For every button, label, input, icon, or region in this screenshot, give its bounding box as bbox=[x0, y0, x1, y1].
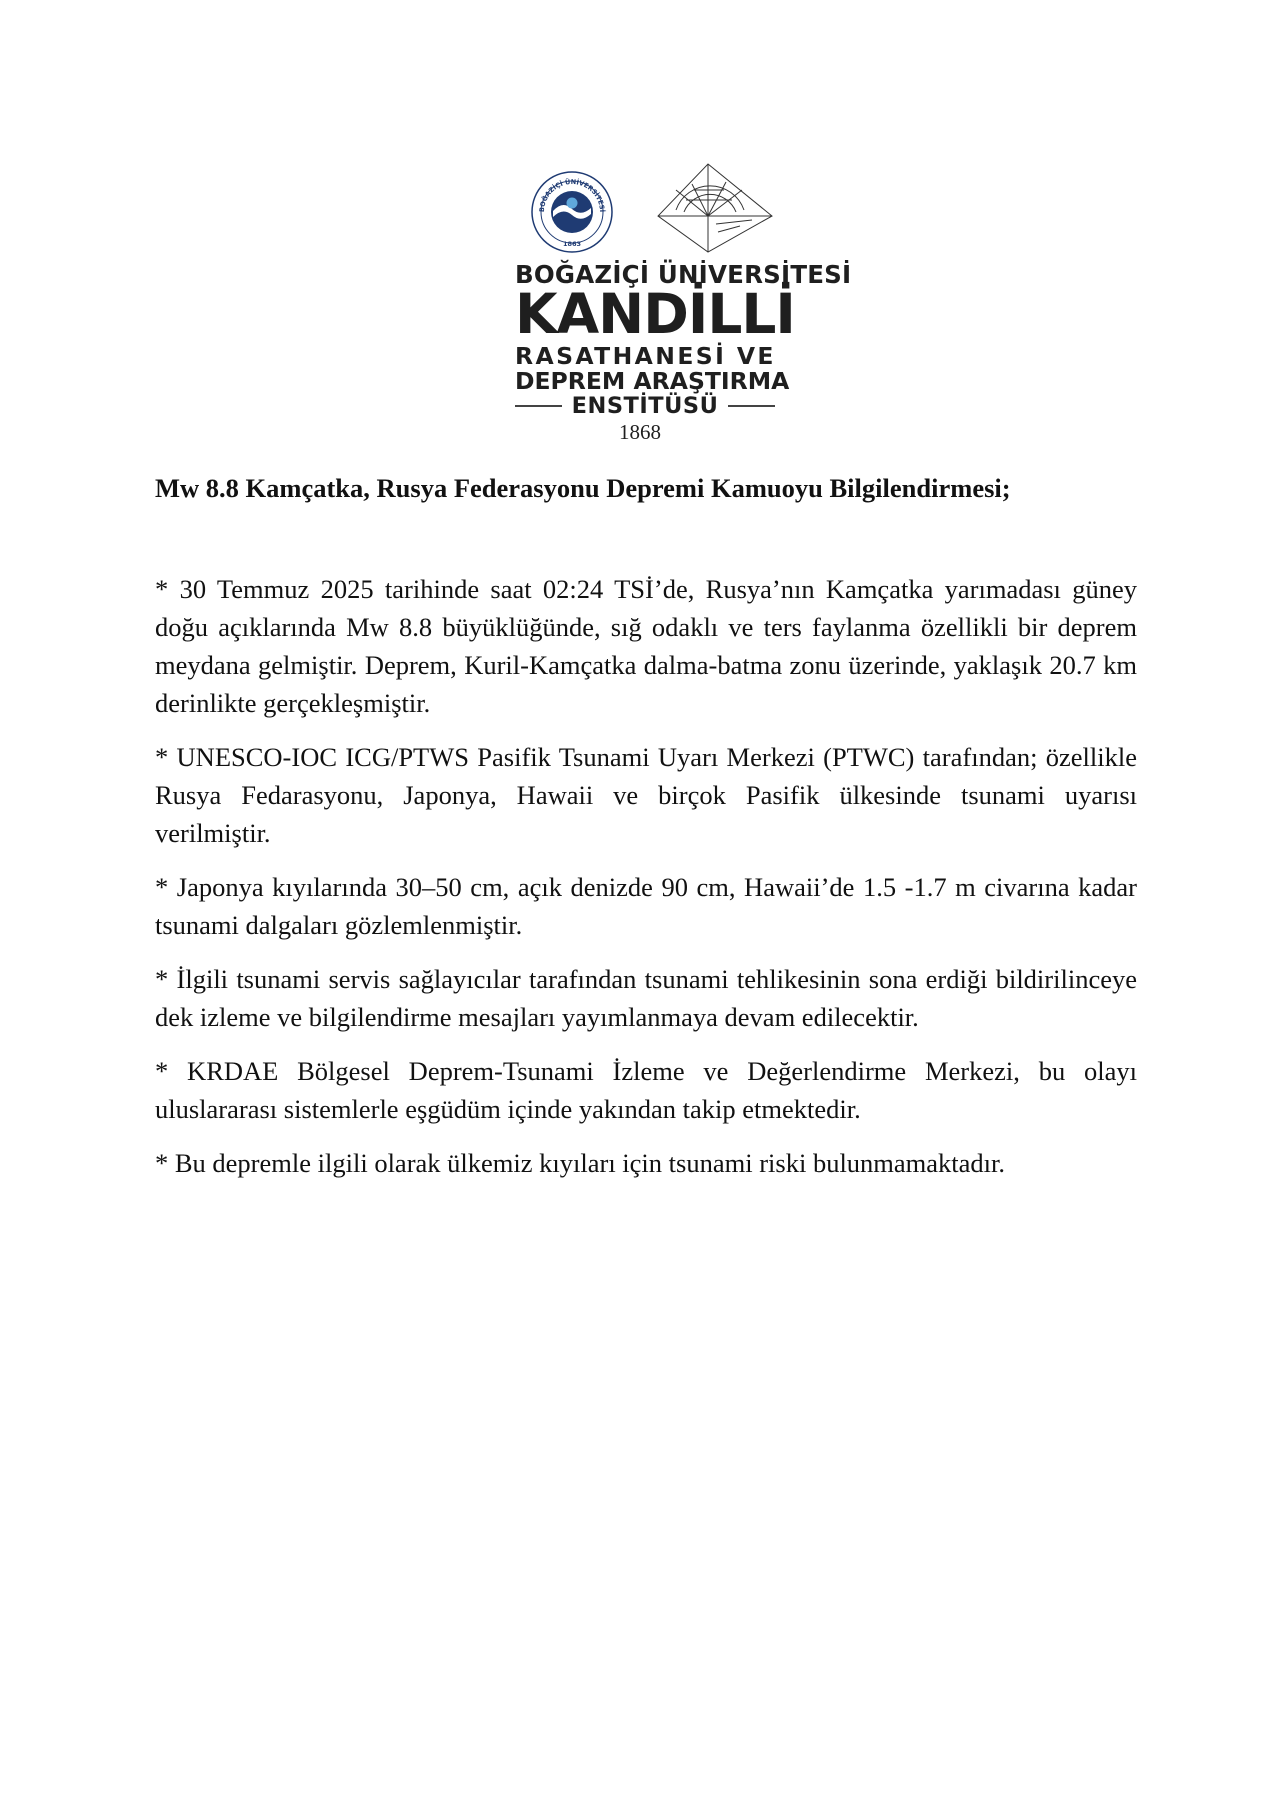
institution-name: KANDİLLİ bbox=[515, 282, 795, 346]
logo-emblems bbox=[530, 160, 780, 260]
paragraph-earthquake-details: * 30 Temmuz 2025 tarihinde saat 02:24 TSİ’de, Rusya’nın Kamçatka yarımadası güney doğu açıklarında Mw 8.8 büyüklüğünde, sığ odaklı ve ters faylanma özellikli bir deprem meydana gelmiştir. Deprem, Kuril-Kamçatka dalma-batma zonu üzerinde, yaklaşık 20.7 km derinlikte gerçekleşmiştir. bbox=[155, 574, 1137, 718]
document-title: Mw 8.8 Kamçatka, Rusya Federasyonu Depremi Kamuoyu Bilgilendirmesi; bbox=[155, 473, 1011, 503]
institution-line-2: DEPREM ARAŞTIRMA bbox=[515, 367, 790, 395]
institution-line-3-row bbox=[515, 393, 775, 419]
divider-left bbox=[515, 405, 562, 407]
institution-line-1: RASATHANESİ VE bbox=[515, 342, 776, 370]
paragraph-turkey-risk: * Bu depremle ilgili olarak ülkemiz kıyıları için tsunami riski bulunmamaktadır. bbox=[155, 1148, 1006, 1178]
seal-top-text: BOĞAZİÇİ ÜNİVERSİTESİ bbox=[537, 177, 607, 213]
document-body bbox=[155, 570, 1137, 1198]
paragraph-wave-observations: * Japonya kıyılarında 30–50 cm, açık denizde 90 cm, Hawaii’de 1.5 -1.7 m civarına kadar tsunami dalgaları gözlemlenmiştir. bbox=[155, 872, 1137, 940]
university-name: BOĞAZİÇİ ÜNİVERSİTESİ bbox=[515, 260, 852, 289]
institution-line-3: ENSTİTÜSÜ bbox=[571, 393, 719, 419]
divider-right bbox=[728, 405, 775, 407]
observatory-instrument-icon bbox=[656, 160, 774, 256]
paragraph-krdae-tracking: * KRDAE Bölgesel Deprem-Tsunami İzleme ve Değerlendirme Merkezi, bu olayı uluslararası sistemlerle eşgüdüm içinde yakından takip etmektedir. bbox=[155, 1056, 1137, 1124]
founding-year: 1868 bbox=[619, 420, 661, 444]
university-seal-icon bbox=[530, 170, 614, 254]
seal-year: 1863 bbox=[562, 240, 582, 248]
paragraph-tsunami-warning: * UNESCO-IOC ICG/PTWS Pasifik Tsunami Uyarı Merkezi (PTWC) tarafından; özellikle Rusya Fedarasyonu, Japonya, Hawaii ve birçok Pasifik ülkesinde tsunami uyarısı verilmiştir. bbox=[155, 742, 1137, 848]
institution-logo bbox=[0, 160, 1280, 450]
paragraph-monitoring: * İlgili tsunami servis sağlayıcılar tarafından tsunami tehlikesinin sona erdiği bildirilinceye dek izleme ve bilgilendirme mesajları yayımlanmaya devam edilecektir. bbox=[155, 964, 1137, 1032]
